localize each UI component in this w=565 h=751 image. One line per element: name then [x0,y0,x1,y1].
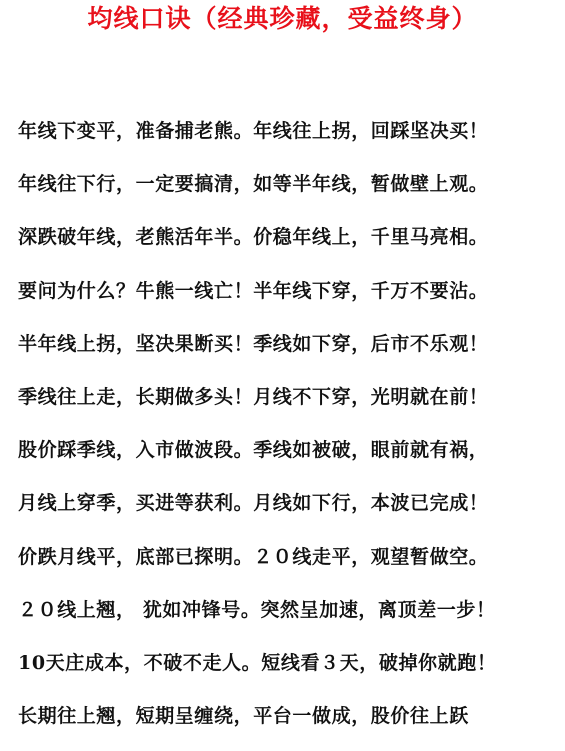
verse-line: 股价踩季线，入市做波段。季线如被破，眼前就有祸， [18,439,489,462]
verse-lines [18,113,558,751]
verse-line: 半年线上拐，坚决果断买！季线如下穿，后市不乐观！ [18,332,489,355]
document-title: 均线口诀（经典珍藏，受益终身） [87,4,478,33]
verse-line: 要问为什么？牛熊一线亡！半年线下穿，千万不要沾。 [18,279,489,302]
verse-line: 深跌破年线，老熊活年半。价稳年线上，千里马亮相。 [18,226,489,249]
verse-line: 长期往上翘，短期呈缠绕，平台一做成，股价往上跃 [18,705,469,728]
verse-line: 年线下变平，准备捕老熊。年线往上拐，回踩坚决买！ [18,120,489,142]
verse-line: ２０线上翘， 犹如冲锋号。突然呈加速，离顶差一步！ [18,598,496,621]
verse-line: 10天庄成本，不破不走人。短线看３天，破掉你就跑！ [18,651,497,674]
verse-line: 季线往上走，长期做多头！月线不下穿，光明就在前！ [18,385,489,408]
verse-line: 价跌月线平，底部已探明。２０线走平，观望暂做空。 [18,545,489,568]
verse-line: 年线往下行，一定要搞清，如等半年线，暂做壁上观。 [18,173,489,196]
verse-line: 月线上穿季，买进等获利。月线如下行，本波已完成！ [18,492,489,515]
